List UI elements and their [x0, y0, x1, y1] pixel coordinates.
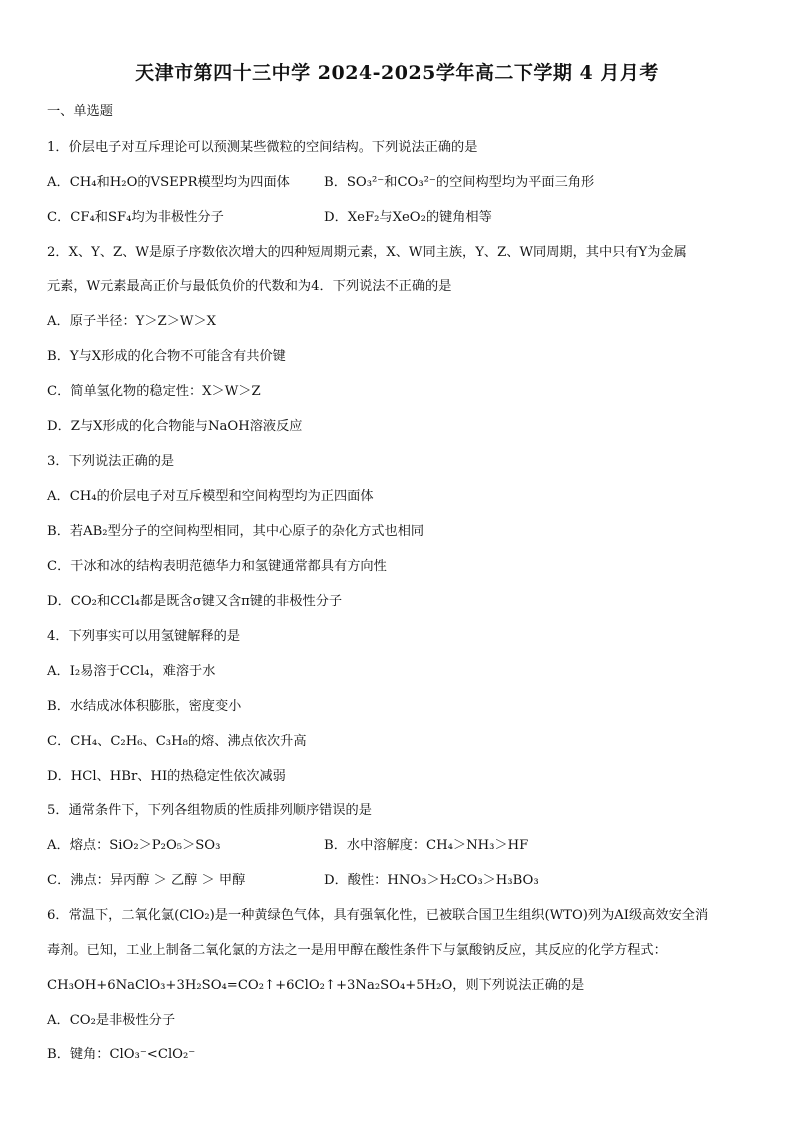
question-3-option-a: A．CH₄的价层电子对互斥模型和空间构型均为正四面体	[47, 489, 374, 504]
question-2-option-b: B．Y与X形成的化合物不可能含有共价键	[47, 349, 286, 364]
question-4-option-d: D．HCl、HBr、HI的热稳定性依次减弱	[47, 769, 286, 784]
question-1-option-b: B．SO₃²⁻和CO₃²⁻的空间构型均为平面三角形	[324, 175, 595, 190]
question-3-option-d: D．CO₂和CCl₄都是既含σ键又含π键的非极性分子	[47, 594, 343, 609]
question-4-option-c: C．CH₄、C₂H₆、C₃H₈的熔、沸点依次升高	[47, 734, 307, 749]
exam-title: 天津市第四十三中学 2024-2025学年高二下学期 4 月月考	[135, 62, 659, 84]
question-1-option-c: C．CF₄和SF₄均为非极性分子	[47, 210, 224, 225]
question-2-stem-line-2: 元素，W元素最高正价与最低负价的代数和为4．下列说法不正确的是	[47, 279, 452, 294]
question-5-option-b: B．水中溶解度：CH₄＞NH₃＞HF	[324, 838, 529, 853]
question-4-option-b: B．水结成冰体积膨胀，密度变小	[47, 699, 242, 714]
question-1-stem: 1．价层电子对互斥理论可以预测某些微粒的空间结构。下列说法正确的是	[47, 140, 478, 155]
question-1-option-a: A．CH₄和H₂O的VSEPR模型均为四面体	[47, 175, 290, 190]
question-4-stem: 4．下列事实可以用氢键解释的是	[47, 629, 241, 644]
question-2-option-d: D．Z与X形成的化合物能与NaOH溶液反应	[47, 419, 303, 434]
question-6-equation-line: CH₃OH+6NaClO₃+3H₂SO₄=CO₂↑+6ClO₂↑+3Na₂SO₄+5H₂O，则下列说法正确的是	[47, 978, 585, 993]
question-6-option-a: A．CO₂是非极性分子	[47, 1013, 176, 1028]
question-6-stem-line-1: 6．常温下，二氧化氯(ClO₂)是一种黄绿色气体，具有强氧化性，已被联合国卫生组织(WTO)列为AI级高效安全消	[47, 908, 709, 923]
question-6-stem-line-2: 毒剂。已知，工业上制备二氧化氯的方法之一是用甲醇在酸性条件下与氯酸钠反应，其反应的化学方程式：	[47, 943, 667, 958]
question-1-option-d: D．XeF₂与XeO₂的键角相等	[324, 210, 492, 225]
question-2-option-c: C．简单氢化物的稳定性：X＞W＞Z	[47, 384, 261, 399]
question-5-stem: 5．通常条件下，下列各组物质的性质排列顺序错误的是	[47, 803, 372, 818]
section-heading: 一、单选题	[47, 104, 113, 119]
question-2-stem-line-1: 2．X、Y、Z、W是原子序数依次增大的四种短周期元素，X、W同主族，Y、Z、W同周期，其中只有Y为金属	[47, 245, 687, 260]
question-3-stem: 3．下列说法正确的是	[47, 454, 175, 469]
question-4-option-a: A．I₂易溶于CCl₄，难溶于水	[47, 664, 216, 679]
question-5-option-c: C．沸点：异丙醇 ＞ 乙醇 ＞ 甲醇	[47, 873, 246, 888]
question-5-option-a: A．熔点：SiO₂＞P₂O₅＞SO₃	[47, 838, 221, 853]
question-2-option-a: A．原子半径：Y＞Z＞W＞X	[47, 314, 217, 329]
question-3-option-b: B．若AB₂型分子的空间构型相同，其中心原子的杂化方式也相同	[47, 524, 425, 539]
question-5-option-d: D．酸性：HNO₃＞H₂CO₃＞H₃BO₃	[324, 873, 539, 888]
question-3-option-c: C．干冰和冰的结构表明范德华力和氢键通常都具有方向性	[47, 559, 387, 574]
question-6-option-b: B．键角：ClO₃⁻<ClO₂⁻	[47, 1047, 196, 1062]
